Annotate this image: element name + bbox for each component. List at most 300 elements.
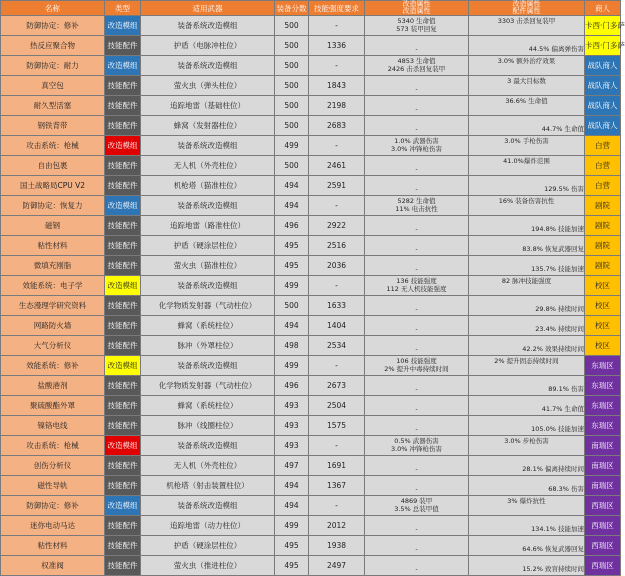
cell-type: 技能配件 — [105, 536, 141, 556]
cell-type: 技能配件 — [105, 476, 141, 496]
header-score: 装备分数 — [275, 1, 309, 16]
cell-score: 500 — [275, 96, 309, 116]
attr1-line1: 136 技能强度 — [396, 276, 437, 285]
cell-type: 技能配件 — [105, 516, 141, 536]
attr1-line2: 112 无人机技能强度 — [386, 284, 447, 293]
cell-attr1 — [365, 16, 469, 36]
cell-score: 495 — [275, 556, 309, 576]
attr1-line2: - — [415, 404, 418, 413]
attr2-line2 — [469, 286, 584, 294]
attr1-line2: - — [415, 224, 418, 233]
attr2-line1: 3.0% 额外治疗效果 — [497, 56, 556, 65]
attr2-line2: 44.5% 偏离弹伤害 — [528, 44, 584, 53]
attr2-line2: 83.8% 恢复武器回复 — [522, 244, 584, 253]
cell-score: 498 — [275, 336, 309, 356]
table-row[interactable] — [1, 56, 621, 76]
cell-vendor: 白营 — [585, 176, 621, 196]
cell-skill-req: 2534 — [309, 336, 365, 356]
cell-name[interactable]: 防御协定：修补 — [1, 16, 105, 36]
attr1-line2: - — [415, 524, 418, 533]
cell-attr1 — [365, 76, 469, 96]
cell-weapon: 机枪塔（猫准柱位） — [141, 176, 275, 196]
cell-weapon: 护盾（硬涂层柱位） — [141, 236, 275, 256]
cell-skill-req: 2461 — [309, 156, 365, 176]
cell-name[interactable]: 自由包裹 — [1, 156, 105, 176]
cell-skill-req: 1633 — [309, 296, 365, 316]
cell-attr1 — [365, 136, 469, 156]
cell-attr1 — [365, 276, 469, 296]
cell-attr1 — [365, 236, 469, 256]
attr1-line2: - — [415, 464, 418, 473]
cell-vendor: 南瑞区 — [585, 436, 621, 456]
cell-type: 技能配件 — [105, 156, 141, 176]
cell-name[interactable]: 磁性导轨 — [1, 476, 105, 496]
cell-type: 改造模组 — [105, 196, 141, 216]
cell-score: 499 — [275, 516, 309, 536]
table-row[interactable] — [1, 16, 621, 36]
cell-name[interactable]: 大气分析仪 — [1, 336, 105, 356]
cell-weapon: 无人机（外壳柱位） — [141, 156, 275, 176]
cell-name[interactable]: 创伤分析仪 — [1, 456, 105, 476]
cell-name[interactable]: 国土战略局CPU V2 — [1, 176, 105, 196]
cell-weapon: 萤火虫（弹头柱位） — [141, 76, 275, 96]
cell-type: 改造模组 — [105, 356, 141, 376]
attr2-line1: 3.0% 步枪伤害 — [504, 436, 549, 445]
attr1-line2: - — [415, 544, 418, 553]
table-row[interactable] — [1, 216, 621, 236]
table-row[interactable] — [1, 416, 621, 436]
cell-weapon: 脉冲（线圈柱位） — [141, 416, 275, 436]
cell-skill-req: 1367 — [309, 476, 365, 496]
cell-attr2 — [469, 256, 585, 276]
cell-attr2 — [469, 416, 585, 436]
attr1-line2: - — [415, 484, 418, 493]
cell-name[interactable]: 效能系统：电子学 — [1, 276, 105, 296]
cell-attr2 — [469, 96, 585, 116]
cell-name[interactable]: 微填充刚脂 — [1, 256, 105, 276]
cell-name[interactable]: 粘性材料 — [1, 536, 105, 556]
cell-attr2 — [469, 316, 585, 336]
cell-attr2 — [469, 376, 585, 396]
cell-score: 494 — [275, 316, 309, 336]
cell-score: 493 — [275, 436, 309, 456]
cell-vendor: 东瑞区 — [585, 356, 621, 376]
cell-attr1 — [365, 196, 469, 216]
table-row[interactable] — [1, 116, 621, 136]
cell-attr2 — [469, 176, 585, 196]
cell-type: 技能配件 — [105, 216, 141, 236]
cell-attr2 — [469, 356, 585, 376]
header-row — [1, 1, 621, 16]
cell-weapon: 萤火虫（推进柱位） — [141, 556, 275, 576]
attr1-line1: 4853 生命值 — [397, 56, 436, 65]
cell-weapon: 萤火虫（猫准柱位） — [141, 256, 275, 276]
table-row[interactable] — [1, 356, 621, 376]
cell-name[interactable]: 攻击系统：枪械 — [1, 136, 105, 156]
cell-attr1 — [365, 36, 469, 56]
attr2-line2 — [469, 166, 584, 174]
cell-attr1 — [365, 476, 469, 496]
attr2-line2 — [469, 86, 584, 94]
cell-skill-req: 1843 — [309, 76, 365, 96]
cell-skill-req: - — [309, 276, 365, 296]
cell-attr1 — [365, 376, 469, 396]
cell-type: 改造模组 — [105, 436, 141, 456]
header-attr1 — [365, 1, 469, 16]
cell-type: 技能配件 — [105, 176, 141, 196]
table-row[interactable] — [1, 76, 621, 96]
cell-name[interactable]: 钢铁背带 — [1, 116, 105, 136]
attr1-line2: 3.5% 总装甲值 — [394, 504, 439, 513]
cell-vendor: 白营 — [585, 136, 621, 156]
cell-vendor: 校区 — [585, 316, 621, 336]
header-attr2-bottom: 配件属性 — [512, 7, 541, 15]
cell-type: 技能配件 — [105, 416, 141, 436]
cell-skill-req: 2198 — [309, 96, 365, 116]
cell-score: 493 — [275, 416, 309, 436]
cell-attr1 — [365, 156, 469, 176]
cell-weapon: 装备系统改造模组 — [141, 56, 275, 76]
cell-vendor: 校区 — [585, 336, 621, 356]
cell-attr1 — [365, 216, 469, 236]
cell-skill-req: - — [309, 56, 365, 76]
attr1-line2: 573 装甲回复 — [396, 24, 437, 33]
attr1-line2: - — [415, 564, 418, 573]
cell-name[interactable]: 聚硫酸酯外罩 — [1, 396, 105, 416]
cell-type: 改造模组 — [105, 136, 141, 156]
cell-attr2 — [469, 536, 585, 556]
cell-attr2 — [469, 336, 585, 356]
attr1-line2: - — [415, 344, 418, 353]
cell-name[interactable]: 迷你电动马达 — [1, 516, 105, 536]
table-row[interactable] — [1, 516, 621, 536]
attr1-line1: 5340 生命值 — [397, 16, 436, 25]
cell-name[interactable]: 耐久型活塞 — [1, 96, 105, 116]
header-weapon: 适用武器 — [141, 1, 275, 16]
cell-score: 496 — [275, 376, 309, 396]
cell-skill-req: 2516 — [309, 236, 365, 256]
attr1-line2: - — [415, 104, 418, 113]
cell-attr2 — [469, 496, 585, 516]
cell-weapon: 护盾（电脉冲柱位） — [141, 36, 275, 56]
cell-attr2 — [469, 116, 585, 136]
cell-score: 496 — [275, 216, 309, 236]
cell-attr1 — [365, 56, 469, 76]
cell-attr2 — [469, 436, 585, 456]
cell-attr2 — [469, 396, 585, 416]
table-row[interactable] — [1, 556, 621, 576]
cell-type: 改造模组 — [105, 496, 141, 516]
table-row[interactable] — [1, 476, 621, 496]
cell-weapon: 护盾（硬涂层柱位） — [141, 536, 275, 556]
cell-skill-req: 2683 — [309, 116, 365, 136]
cell-type: 技能配件 — [105, 556, 141, 576]
cell-vendor: 卡西·门多萨 — [585, 16, 621, 36]
table-row[interactable] — [1, 376, 621, 396]
cell-score: 500 — [275, 56, 309, 76]
attr1-line2: 2% 提升中毒持续时间 — [384, 364, 449, 373]
cell-name[interactable]: 生态漫理学研究资料 — [1, 296, 105, 316]
cell-name[interactable]: 网路防火墙 — [1, 316, 105, 336]
cell-type: 改造模组 — [105, 56, 141, 76]
cell-name[interactable]: 效能系统：修补 — [1, 356, 105, 376]
cell-type: 改造模组 — [105, 276, 141, 296]
table-row[interactable] — [1, 536, 621, 556]
attr2-line2: 29.8% 持续时间 — [535, 304, 584, 313]
attr1-line2: - — [415, 304, 418, 313]
cell-weapon: 追踪地雷（动力柱位） — [141, 516, 275, 536]
attr2-line2: 44.7% 生命值 — [541, 124, 584, 133]
table-row[interactable] — [1, 196, 621, 216]
cell-score: 499 — [275, 356, 309, 376]
cell-vendor: 南瑞区 — [585, 476, 621, 496]
cell-type: 技能配件 — [105, 376, 141, 396]
table-row[interactable] — [1, 336, 621, 356]
cell-name[interactable]: 防御协定：恢复力 — [1, 196, 105, 216]
attr1-line2: - — [415, 84, 418, 93]
table-row[interactable] — [1, 36, 621, 56]
attr1-line1: 0.5% 武器伤害 — [394, 436, 439, 445]
attr1-line2: - — [415, 124, 418, 133]
cell-vendor: 战队商人 — [585, 76, 621, 96]
attr2-line1: 36.6% 生命值 — [505, 96, 548, 105]
cell-name[interactable]: 热反应聚合物 — [1, 36, 105, 56]
attr1-line2: - — [415, 164, 418, 173]
cell-skill-req: - — [309, 356, 365, 376]
cell-name[interactable]: 防御协定：耐力 — [1, 56, 105, 76]
attr1-line2: - — [415, 324, 418, 333]
cell-attr1 — [365, 456, 469, 476]
attr2-line2 — [469, 106, 584, 114]
cell-attr2 — [469, 516, 585, 536]
cell-type: 技能配件 — [105, 336, 141, 356]
cell-vendor: 剧院 — [585, 236, 621, 256]
header-skill-req: 技能强度要求 — [309, 1, 365, 16]
cell-type: 技能配件 — [105, 396, 141, 416]
attr2-line2: 105.0% 技能加速 — [531, 424, 584, 433]
attr1-line2: - — [415, 244, 418, 253]
cell-type: 技能配件 — [105, 76, 141, 96]
cell-vendor: 白营 — [585, 156, 621, 176]
cell-type: 技能配件 — [105, 456, 141, 476]
cell-weapon: 化学物质发射器（气动柱位） — [141, 296, 275, 316]
cell-type: 改造模组 — [105, 16, 141, 36]
attr2-line1: 41.0%爆炸范围 — [503, 156, 550, 165]
cell-skill-req: - — [309, 436, 365, 456]
cell-name[interactable]: 磁钢 — [1, 216, 105, 236]
cell-weapon: 脉冲（外罩柱位） — [141, 336, 275, 356]
cell-attr2 — [469, 216, 585, 236]
cell-attr1 — [365, 396, 469, 416]
attr2-line2: 68.3% 伤害 — [548, 484, 584, 493]
cell-weapon: 追踪地雷（基础柱位） — [141, 96, 275, 116]
attr2-line2: 135.7% 技能加速 — [531, 264, 584, 273]
cell-name[interactable]: 权准阀 — [1, 556, 105, 576]
attr2-line2 — [469, 26, 584, 34]
cell-weapon: 装备系统改造模组 — [141, 496, 275, 516]
table-row[interactable] — [1, 396, 621, 416]
cell-skill-req: 2012 — [309, 516, 365, 536]
attr2-line1: 3 最大目标数 — [507, 76, 546, 85]
attr2-line1: 3% 爆炸抗性 — [507, 496, 546, 505]
header-attr1-top: 改造属性 — [402, 0, 431, 8]
attr1-line1: 4869 装甲 — [400, 496, 433, 505]
cell-weapon: 机枪塔（射击装置柱位） — [141, 476, 275, 496]
attr2-line2: 194.8% 技能加速 — [531, 224, 584, 233]
cell-vendor: 东瑞区 — [585, 396, 621, 416]
attr1-line2: - — [415, 424, 418, 433]
cell-score: 500 — [275, 296, 309, 316]
cell-attr2 — [469, 276, 585, 296]
cell-score: 494 — [275, 176, 309, 196]
attr2-line2: 28.1% 偏离持续时间 — [522, 464, 584, 473]
cell-score: 494 — [275, 196, 309, 216]
cell-score: 495 — [275, 256, 309, 276]
cell-attr2 — [469, 76, 585, 96]
attr2-line1: 3303 击杀回复装甲 — [497, 16, 556, 25]
table-row[interactable] — [1, 156, 621, 176]
header-attr2 — [469, 1, 585, 16]
cell-attr1 — [365, 256, 469, 276]
attr2-line1: 3.0% 手枪伤害 — [504, 136, 549, 145]
cell-vendor: 战队商人 — [585, 96, 621, 116]
cell-score: 499 — [275, 136, 309, 156]
cell-vendor: 战队商人 — [585, 56, 621, 76]
cell-attr1 — [365, 96, 469, 116]
cell-score: 500 — [275, 156, 309, 176]
cell-vendor: 西瑞区 — [585, 516, 621, 536]
cell-skill-req: 2497 — [309, 556, 365, 576]
cell-skill-req: 1404 — [309, 316, 365, 336]
table-row[interactable] — [1, 236, 621, 256]
header-attr1-bottom: 改造属性 — [402, 7, 431, 15]
cell-score: 500 — [275, 116, 309, 136]
table-row[interactable] — [1, 276, 621, 296]
cell-weapon: 装备系统改造模组 — [141, 136, 275, 156]
cell-score: 500 — [275, 16, 309, 36]
attr2-line2: 129.5% 伤害 — [544, 184, 584, 193]
cell-skill-req: 1575 — [309, 416, 365, 436]
cell-vendor: 剧院 — [585, 196, 621, 216]
attr2-line2: 41.7% 生命值 — [541, 404, 584, 413]
cell-attr2 — [469, 196, 585, 216]
cell-attr2 — [469, 456, 585, 476]
cell-vendor: 西瑞区 — [585, 536, 621, 556]
attr1-line2: - — [415, 44, 418, 53]
attr2-line2 — [469, 206, 584, 214]
table-row[interactable] — [1, 316, 621, 336]
table-row[interactable] — [1, 256, 621, 276]
cell-attr1 — [365, 496, 469, 516]
cell-weapon: 追踪地雷（路准柱位） — [141, 216, 275, 236]
cell-skill-req: 2504 — [309, 396, 365, 416]
cell-name[interactable]: 镍铬电线 — [1, 416, 105, 436]
table-row[interactable] — [1, 96, 621, 116]
cell-attr2 — [469, 36, 585, 56]
table-row[interactable] — [1, 296, 621, 316]
attr2-line2: 134.1% 技能加速 — [531, 524, 584, 533]
cell-score: 500 — [275, 36, 309, 56]
attr1-line2: 11% 电击抗性 — [395, 204, 438, 213]
cell-score: 497 — [275, 456, 309, 476]
attr1-line1: 1.0% 武器伤害 — [394, 136, 439, 145]
table-row[interactable] — [1, 436, 621, 456]
attr1-line1: 106 技能强度 — [396, 356, 437, 365]
table-body — [1, 16, 625, 576]
table-row[interactable] — [1, 176, 621, 196]
cell-type: 技能配件 — [105, 256, 141, 276]
cell-attr1 — [365, 296, 469, 316]
attr2-line1: 82 脉冲技能强度 — [501, 276, 552, 285]
cell-vendor: 校区 — [585, 276, 621, 296]
cell-vendor: 卡西·门多萨 — [585, 36, 621, 56]
attr2-line2 — [469, 506, 584, 514]
cell-type: 技能配件 — [105, 316, 141, 336]
attr2-line2 — [469, 366, 584, 374]
cell-attr2 — [469, 236, 585, 256]
cell-skill-req: 1336 — [309, 36, 365, 56]
cell-attr1 — [365, 416, 469, 436]
cell-attr2 — [469, 296, 585, 316]
cell-score: 499 — [275, 276, 309, 296]
cell-type: 技能配件 — [105, 236, 141, 256]
attr1-line2: - — [415, 184, 418, 193]
cell-weapon: 装备系统改造模组 — [141, 356, 275, 376]
attr2-line2: 89.1% 伤害 — [548, 384, 584, 393]
cell-score: 495 — [275, 236, 309, 256]
cell-skill-req: 2922 — [309, 216, 365, 236]
cell-skill-req: 1938 — [309, 536, 365, 556]
cell-score: 500 — [275, 76, 309, 96]
cell-name[interactable]: 盐酸港剂 — [1, 376, 105, 396]
cell-vendor: 剧院 — [585, 216, 621, 236]
cell-attr1 — [365, 336, 469, 356]
cell-attr1 — [365, 356, 469, 376]
attr1-line2: 3.0% 冲锋枪伤害 — [390, 144, 443, 153]
attr2-line2 — [469, 66, 584, 74]
cell-attr2 — [469, 136, 585, 156]
cell-attr1 — [365, 176, 469, 196]
cell-vendor: 东瑞区 — [585, 416, 621, 436]
cell-weapon: 装备系统改造模组 — [141, 16, 275, 36]
attr2-line2 — [469, 446, 584, 454]
cell-attr2 — [469, 476, 585, 496]
cell-attr1 — [365, 116, 469, 136]
attr1-line2: - — [415, 264, 418, 273]
table-row[interactable] — [1, 136, 621, 156]
cell-vendor: 战队商人 — [585, 116, 621, 136]
cell-weapon: 蜂窝（系统柱位） — [141, 396, 275, 416]
cell-attr1 — [365, 316, 469, 336]
table-row[interactable] — [1, 496, 621, 516]
cell-weapon: 蜂窝（发射器柱位） — [141, 116, 275, 136]
attr1-line2: 3.0% 冲锋枪伤害 — [390, 444, 443, 453]
cell-attr1 — [365, 516, 469, 536]
cell-name[interactable]: 防御协定：修补 — [1, 496, 105, 516]
cell-score: 494 — [275, 476, 309, 496]
header-vendor: 商人 — [585, 1, 621, 16]
cell-type: 技能配件 — [105, 96, 141, 116]
cell-name[interactable]: 粘性材料 — [1, 236, 105, 256]
cell-vendor: 西瑞区 — [585, 496, 621, 516]
table-row[interactable] — [1, 456, 621, 476]
cell-vendor: 剧院 — [585, 256, 621, 276]
cell-weapon: 装备系统改造模组 — [141, 436, 275, 456]
cell-weapon: 无人机（外壳柱位） — [141, 456, 275, 476]
cell-name[interactable]: 真空包 — [1, 76, 105, 96]
cell-name[interactable]: 攻击系统：枪械 — [1, 436, 105, 456]
cell-score: 493 — [275, 396, 309, 416]
